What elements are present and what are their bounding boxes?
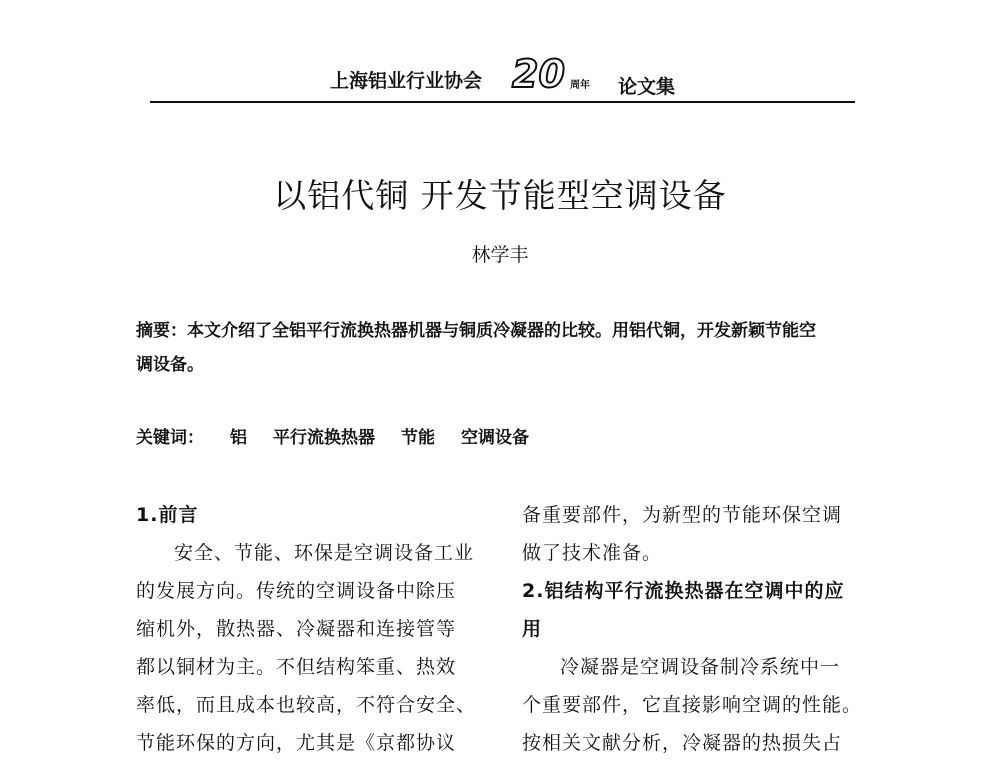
page-header <box>0 52 1000 102</box>
body-line: 缩机外，散热器、冷凝器和连接管等 <box>136 618 457 640</box>
logo-suffix: 周年 <box>570 80 590 91</box>
header-organization: 上海铝业行业协会 <box>330 70 483 92</box>
body-line: 节能环保的方向，尤其是《京都协议 <box>136 732 457 754</box>
keywords <box>136 423 555 448</box>
keyword: 节能 <box>401 428 435 448</box>
body-line: 做了技术准备。 <box>522 542 663 564</box>
header-divider <box>150 101 855 103</box>
body-line: 安全、节能、环保是空调设备工业 <box>174 542 475 564</box>
abstract <box>136 314 861 382</box>
abstract-line: 调设备。 <box>136 355 204 375</box>
logo-number: 20 <box>512 52 565 96</box>
body-line: 率低，而且成本也较高，不符合安全、 <box>136 694 477 716</box>
section-heading: 2.铝结构平行流换热器在空调中的应 <box>522 580 845 602</box>
paper-author: 林学丰 <box>471 244 529 266</box>
keyword: 空调设备 <box>461 428 529 448</box>
right-column <box>522 496 862 762</box>
abstract-line: 摘要：本文介绍了全铝平行流换热器机器与铜质冷凝器的比较。用铝代铜，开发新颖节能空 <box>136 321 816 341</box>
body-line: 都以铜材为主。不但结构笨重、热效 <box>136 656 457 678</box>
anniversary-logo <box>508 52 608 96</box>
body-line: 的发展方向。传统的空调设备中除压 <box>136 580 457 602</box>
header-collection: 论文集 <box>618 76 676 98</box>
keyword: 铝 <box>230 428 247 448</box>
paper-title: 以铝代铜 开发节能型空调设备 <box>273 176 727 215</box>
body-line: 个重要部件，它直接影响空调的性能。 <box>522 694 863 716</box>
keywords-label: 关键词： <box>136 428 204 448</box>
keyword: 平行流换热器 <box>273 428 375 448</box>
section-heading: 1.前言 <box>136 504 199 526</box>
left-column <box>136 496 476 762</box>
body-line: 冷凝器是空调设备制冷系统中一 <box>560 656 841 678</box>
body-line: 备重要部件，为新型的节能环保空调 <box>522 504 843 526</box>
body-line: 按相关文献分析，冷凝器的热损失占 <box>522 732 843 754</box>
section-heading: 用 <box>522 618 543 640</box>
